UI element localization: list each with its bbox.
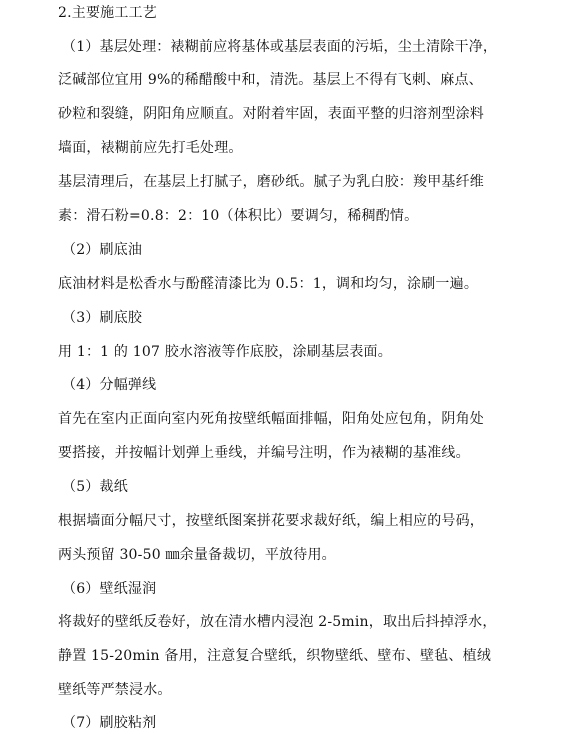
- step-1-line-2: 泛碱部位宜用 9%的稀醋酸中和，清洗。基层上不得有飞刺、麻点、: [58, 72, 483, 88]
- step-5-line-2: 两头预留 30-50 ㎜余量备裁切，平放待用。: [58, 547, 336, 563]
- step-4-heading: （4）分幅弹线: [62, 377, 157, 393]
- step-3-heading: （3）刷底胶: [62, 310, 143, 326]
- step-5-line-1: 根据墙面分幅尺寸，按壁纸图案拼花要求裁好纸，编上相应的号码，: [58, 513, 484, 529]
- step-1-line-4: 墙面，裱糊前应先打毛处理。: [58, 140, 243, 156]
- step-6-line-2: 静置 15-20min 备用，注意复合壁纸，织物壁纸、壁布、壁毡、植绒: [58, 648, 492, 664]
- step-6-heading: （6）壁纸湿润: [62, 581, 157, 597]
- step-7-heading: （7）刷胶粘剂: [62, 715, 157, 731]
- step-1-line-1: （1）基层处理：裱糊前应将基体或基层表面的污垢，尘土清除干净，: [62, 39, 498, 55]
- step-5-heading: （5）裁纸: [62, 479, 128, 495]
- step-4-line-2: 要搭接，并按幅计划弹上垂线，并编号注明，作为裱糊的基准线。: [58, 445, 470, 461]
- step-2-line-1: 底油材料是松香水与酚醛清漆比为 0.5：1，调和均匀，涂刷一遍。: [58, 276, 479, 292]
- step-6-line-1: 将裁好的壁纸反卷好，放在清水槽内浸泡 2-5min，取出后抖掉浮水，: [58, 614, 497, 630]
- step-1-line-6: 素：滑石粉=0.8：2：10（体积比）要调匀，稀稠酌情。: [58, 208, 419, 224]
- step-1-line-3: 砂粒和裂缝，阴阳角应顺直。对附着牢固，表面平整的归溶剂型涂料: [58, 106, 484, 122]
- step-3-line-1: 用 1：1 的 107 胶水溶液等作底胶，涂刷基层表面。: [58, 344, 392, 360]
- step-6-line-3: 壁纸等严禁浸水。: [58, 682, 172, 698]
- step-2-heading: （2）刷底油: [62, 242, 143, 258]
- step-4-line-1: 首先在室内正面向室内死角按壁纸幅面排幅，阳角处应包角，阴角处: [58, 411, 484, 427]
- step-1-line-5: 基层清理后，在基层上打腻子，磨砂纸。腻子为乳白胶：羧甲基纤维: [58, 174, 484, 190]
- section-title: 2.主要施工工艺: [58, 5, 157, 21]
